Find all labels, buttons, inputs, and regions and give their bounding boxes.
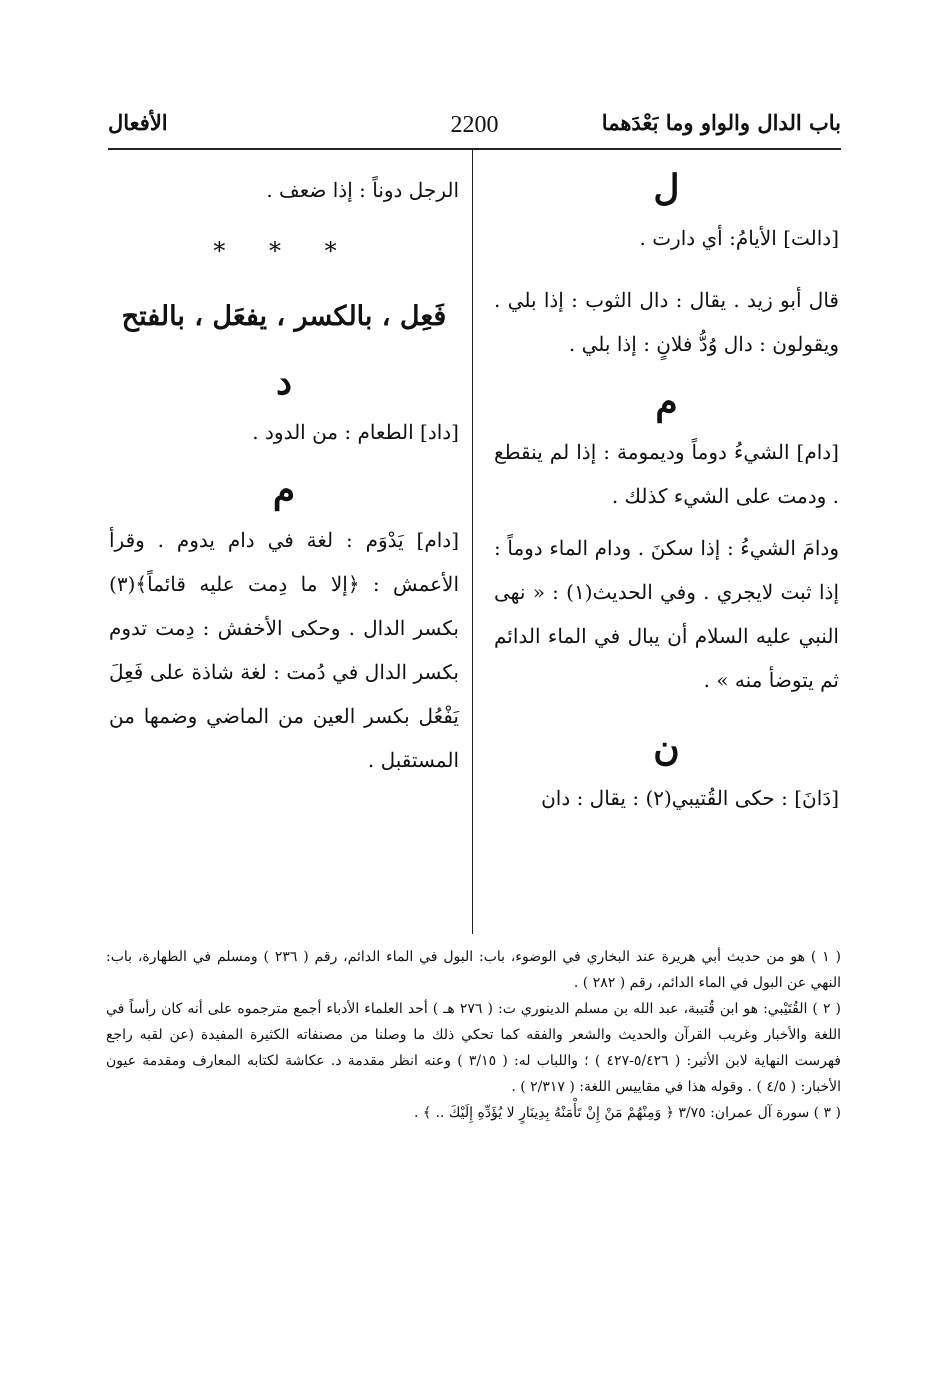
entry-dam: [دام] الشيءُ دوماً وديمومة : إذا لم ينقطع . ودمت على الشيء كذلك . [494, 440, 839, 508]
letter-heading-dal: د [275, 361, 293, 403]
right-column [494, 160, 839, 820]
left-column [109, 168, 459, 782]
entry-dal-thawb: قال أبو زيد . يقال : دال الثوب : إذا بلي . ويقولون : دال وُدُّ فلانٍ : إذا بلي . [494, 288, 839, 356]
footnote-2: ( ٢ ) القُتَيْبي: هو ابن قُتيبة، عبد الله بن مسلم الدينوري ت: ( ٢٧٦ هـ ) أحد العلماء الأدباء أجمع مترجموه على أنه كان رأساً في اللغة والأخبار وغريب القرآن والحديث والشعر والفقه كما تحكي ذلك ما وصلنا من مصنفاته الكثيرة المفيدة (عن لقبه راجع فهرست النهاية لابن الأثير: ( ٥/٤٢٦-٤٢٧ ) ؛ واللباب له: ( ٣/١٥ ) وعنه انظر مقدمة د. عكاشة لكتابه المعارف ومقدمة عيون الأخبار: ( ٤/٥ ) . وقوله هذا في مقاييس اللغة: ( ٢/٣١٧ ) . [106, 1001, 841, 1095]
letter-heading-mim: م [655, 381, 678, 423]
entry-continuation: الرجل دوناً : إذا ضعف . [266, 178, 459, 202]
entry-dalat: [دالت] الأيامُ: أي دارت . [639, 226, 839, 250]
letter-heading-mim-2: م [272, 469, 296, 511]
entry-dam-yadwam: [دام] يَدْوَم : لغة في دام يدوم . وقرأ الأعمش : ﴿إلا ما دِمت عليه قائماً﴾(٣) بكسر الدال . وحكى الأخفش : دِمت تدوم بكسر الدال في دُمت : لغة شاذة على فَعِلَ يَفْعُل بكسر العين من الماضي وضمها من المستقبل . [109, 528, 459, 772]
header-rule [108, 148, 841, 150]
entry-dana: [دَانَ] : حكى القُتيبي(٢) : يقال : دان [541, 786, 839, 810]
verb-pattern-heading: فَعِل ، بالكسر ، يفعَل ، بالفتح [121, 301, 447, 332]
footnote-1: ( ١ ) هو من حديث أبي هريرة عند البخاري في الوضوء، باب: البول في الماء الدائم، رقم ( ٢٣٦ ) ومسلم في الطهارة، باب: النهي عن البول في الماء الدائم، رقم ( ٢٨٢ ) . [106, 949, 841, 991]
page-header [108, 104, 841, 146]
page-number: 2200 [450, 112, 499, 138]
section-title: الأفعال [108, 110, 168, 135]
letter-heading-lam: ل [653, 167, 680, 209]
footnote-3: ( ٣ ) سورة آل عمران: ٣/٧٥ ﴿ وَمِنْهُمْ مَنْ إِنْ تَأْمَنْهُ بِدِينَارٍ لا يُؤَدِّهِ إِلَيْكَ .. ﴾ . [413, 1105, 841, 1121]
letter-heading-nun: ن [653, 727, 680, 769]
section-separator-stars: * * * [213, 237, 355, 265]
chapter-title: باب الدال والواو وما بَعْدَهما [601, 110, 841, 135]
entry-dam-sakana: ودامَ الشيءُ : إذا سكنَ . ودام الماء دوماً : إذا ثبت لايجري . وفي الحديث(١) : « نهى النبي عليه السلام أن يبال في الماء الدائم ثم يتوضأ منه » . [494, 536, 839, 692]
entry-dad: [داد] الطعام : من الدود . [252, 420, 459, 444]
footnotes [106, 944, 841, 1126]
column-divider [472, 148, 473, 934]
